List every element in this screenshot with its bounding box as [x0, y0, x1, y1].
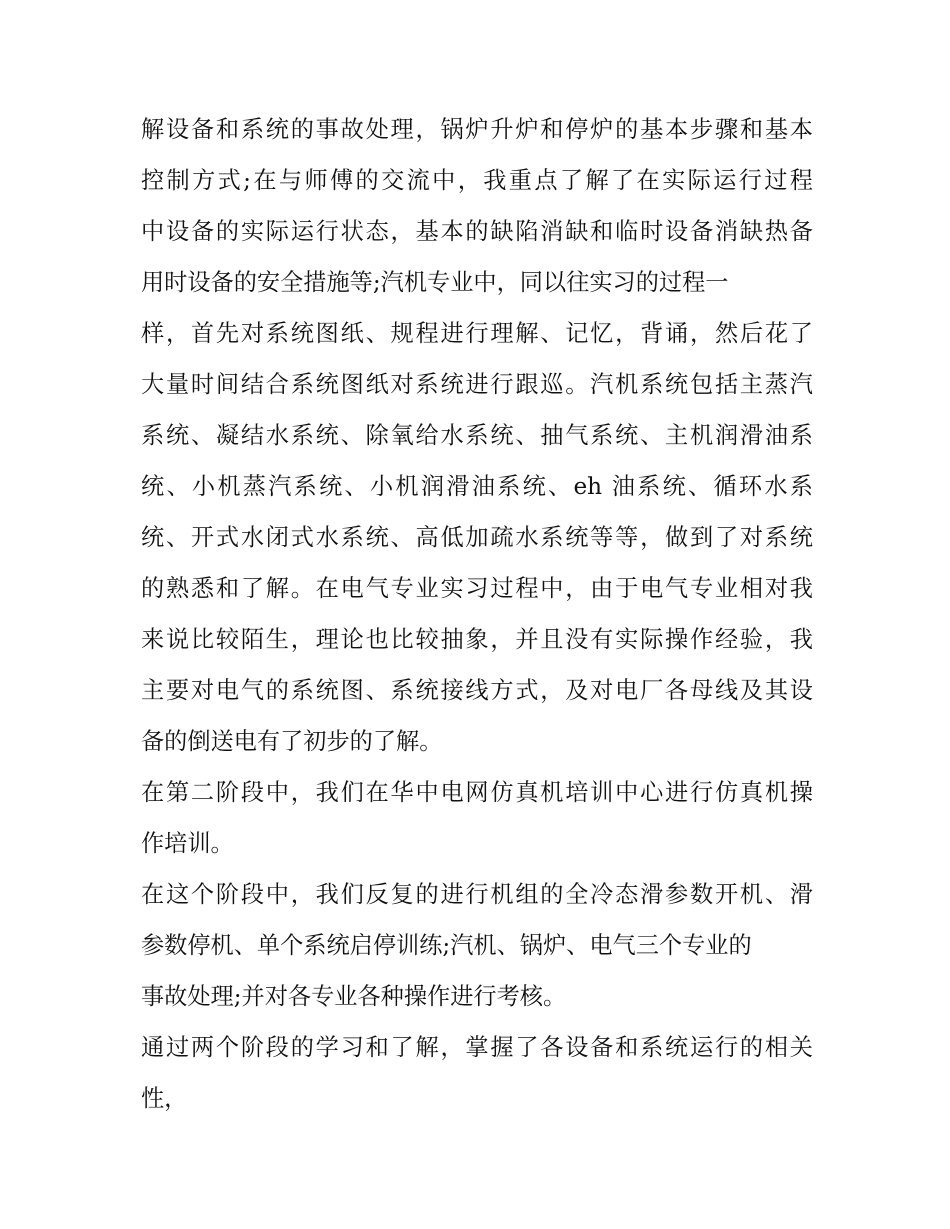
- paragraph-line: 控制方式;在与师傅的交流中，我重点了解了在实际运行过程: [141, 167, 813, 194]
- paragraph-line: 通过两个阶段的学习和了解，掌握了各设备和系统运行的相关: [141, 1034, 813, 1061]
- paragraph-line: 事故处理;并对各专业各种操作进行考核。: [141, 983, 567, 1010]
- paragraph-line: 在第二阶段中，我们在华中电网仿真机培训中心进行仿真机操: [141, 779, 813, 806]
- paragraph-line: 系统、凝结水系统、除氧给水系统、抽气系统、主机润滑油系: [141, 422, 813, 449]
- paragraph-line: 作培训。: [141, 830, 234, 857]
- paragraph-line: 解设备和系统的事故处理，锅炉升炉和停炉的基本步骤和基本: [141, 116, 813, 143]
- paragraph-line: 样，首先对系统图纸、规程进行理解、记忆，背诵，然后花了: [141, 320, 813, 347]
- paragraph-line: 中设备的实际运行状态，基本的缺陷消缺和临时设备消缺热备: [141, 218, 813, 245]
- paragraph-line: 来说比较陌生，理论也比较抽象，并且没有实际操作经验，我: [141, 626, 813, 653]
- paragraph-line: 用时设备的安全措施等;汽机专业中，同以往实习的过程一: [141, 269, 729, 296]
- paragraph-line: 备的倒送电有了初步的了解。: [141, 728, 443, 755]
- paragraph-line: 主要对电气的系统图、系统接线方式，及对电厂各母线及其设: [141, 677, 813, 704]
- paragraph-line: 在这个阶段中，我们反复的进行机组的全冷态滑参数开机、滑: [141, 881, 813, 908]
- paragraph-line: 统、开式水闭式水系统、高低加疏水系统等等，做到了对系统: [141, 524, 813, 551]
- paragraph-line: 统、小机蒸汽系统、小机润滑油系统、eh 油系统、循环水系: [141, 473, 813, 500]
- paragraph-line: 性，: [141, 1085, 188, 1112]
- document-body: [141, 104, 813, 1124]
- paragraph-line: 的熟悉和了解。在电气专业实习过程中，由于电气专业相对我: [141, 575, 813, 602]
- paragraph-line: 大量时间结合系统图纸对系统进行跟巡。汽机系统包括主蒸汽: [141, 371, 813, 398]
- paragraph-line: 参数停机、单个系统启停训练;汽机、锅炉、电气三个专业的: [141, 932, 752, 959]
